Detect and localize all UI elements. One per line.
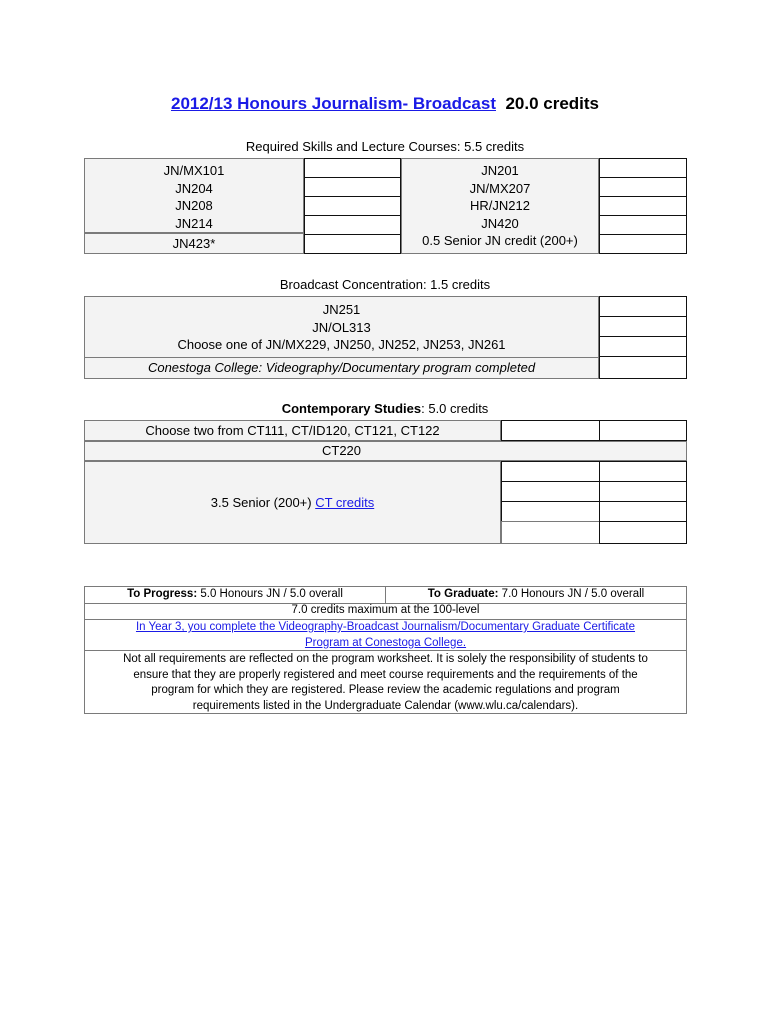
credit-box[interactable]	[304, 234, 401, 254]
credit-box[interactable]	[501, 481, 600, 502]
credit-box[interactable]	[599, 501, 687, 522]
ct220-course: CT220	[321, 443, 362, 458]
credit-box[interactable]	[599, 336, 687, 357]
ct-credits-link[interactable]: CT credits	[315, 495, 375, 510]
program-title-link[interactable]: 2012/13 Honours Journalism- Broadcast	[170, 94, 496, 113]
credit-box[interactable]	[599, 215, 687, 235]
credit-box[interactable]	[599, 158, 687, 178]
required-section-label: Required Skills and Lecture Courses: 5.5 credits	[245, 139, 525, 154]
credit-box[interactable]	[501, 420, 600, 441]
graduate-requirement: To Graduate: 7.0 Honours JN / 5.0 overall	[427, 588, 645, 600]
credit-box[interactable]	[599, 356, 687, 379]
required-left-extra: JN423*	[172, 236, 216, 251]
required-left-list: JN/MX101 JN204 JN208 JN214	[163, 163, 225, 231]
credit-box[interactable]	[304, 196, 401, 216]
credit-box[interactable]	[599, 316, 687, 337]
max-100-level: 7.0 credits maximum at the 100-level	[291, 604, 480, 616]
credit-box[interactable]	[599, 296, 687, 317]
broadcast-courses-list: JN251 JN/OL313 Choose one of JN/MX229, JN250, JN252, JN253, JN261	[177, 302, 506, 352]
empty-cell	[501, 521, 600, 544]
credit-box[interactable]	[501, 461, 600, 482]
progress-requirement: To Progress: 5.0 Honours JN / 5.0 overall	[127, 588, 343, 600]
year3-link[interactable]: In Year 3, you complete the Videography-Broadcast Journalism/Documentary Graduate Certificate Program at Conestoga College.	[135, 621, 636, 649]
broadcast-section-label: Broadcast Concentration: 1.5 credits	[279, 277, 491, 292]
credit-box[interactable]	[599, 234, 687, 254]
disclaimer-text: Not all requirements are reflected on the program worksheet. It is solely the responsibility of students to ensure that they are properly registered and meet course requirements and the requirements of the program for which they are registered. Please review the academic regulations and program requirements listed in the Undergraduate Calendar (www.wlu.ca/calendars).	[123, 653, 648, 712]
contemporary-section-label: Contemporary Studies: 5.0 credits	[281, 401, 489, 416]
page-title	[0, 94, 770, 114]
broadcast-college-note: Conestoga College: Videography/Documentary program completed	[147, 360, 536, 375]
credit-box[interactable]	[599, 481, 687, 502]
credit-box[interactable]	[599, 461, 687, 482]
credit-box[interactable]	[599, 521, 687, 544]
credit-box[interactable]	[304, 158, 401, 178]
credit-box[interactable]	[304, 215, 401, 235]
total-credits: 20.0 credits	[505, 94, 600, 113]
required-right-list: JN201 JN/MX207 HR/JN212 JN420 0.5 Senior JN credit (200+)	[422, 163, 578, 248]
contemporary-choose: Choose two from CT111, CT/ID120, CT121, CT122	[145, 423, 440, 438]
credit-box[interactable]	[501, 501, 600, 522]
credit-box[interactable]	[599, 420, 687, 441]
credit-box[interactable]	[304, 177, 401, 197]
senior-ct-credits: 3.5 Senior (200+) CT credits	[210, 495, 375, 510]
credit-box[interactable]	[599, 196, 687, 216]
credit-box[interactable]	[599, 177, 687, 197]
